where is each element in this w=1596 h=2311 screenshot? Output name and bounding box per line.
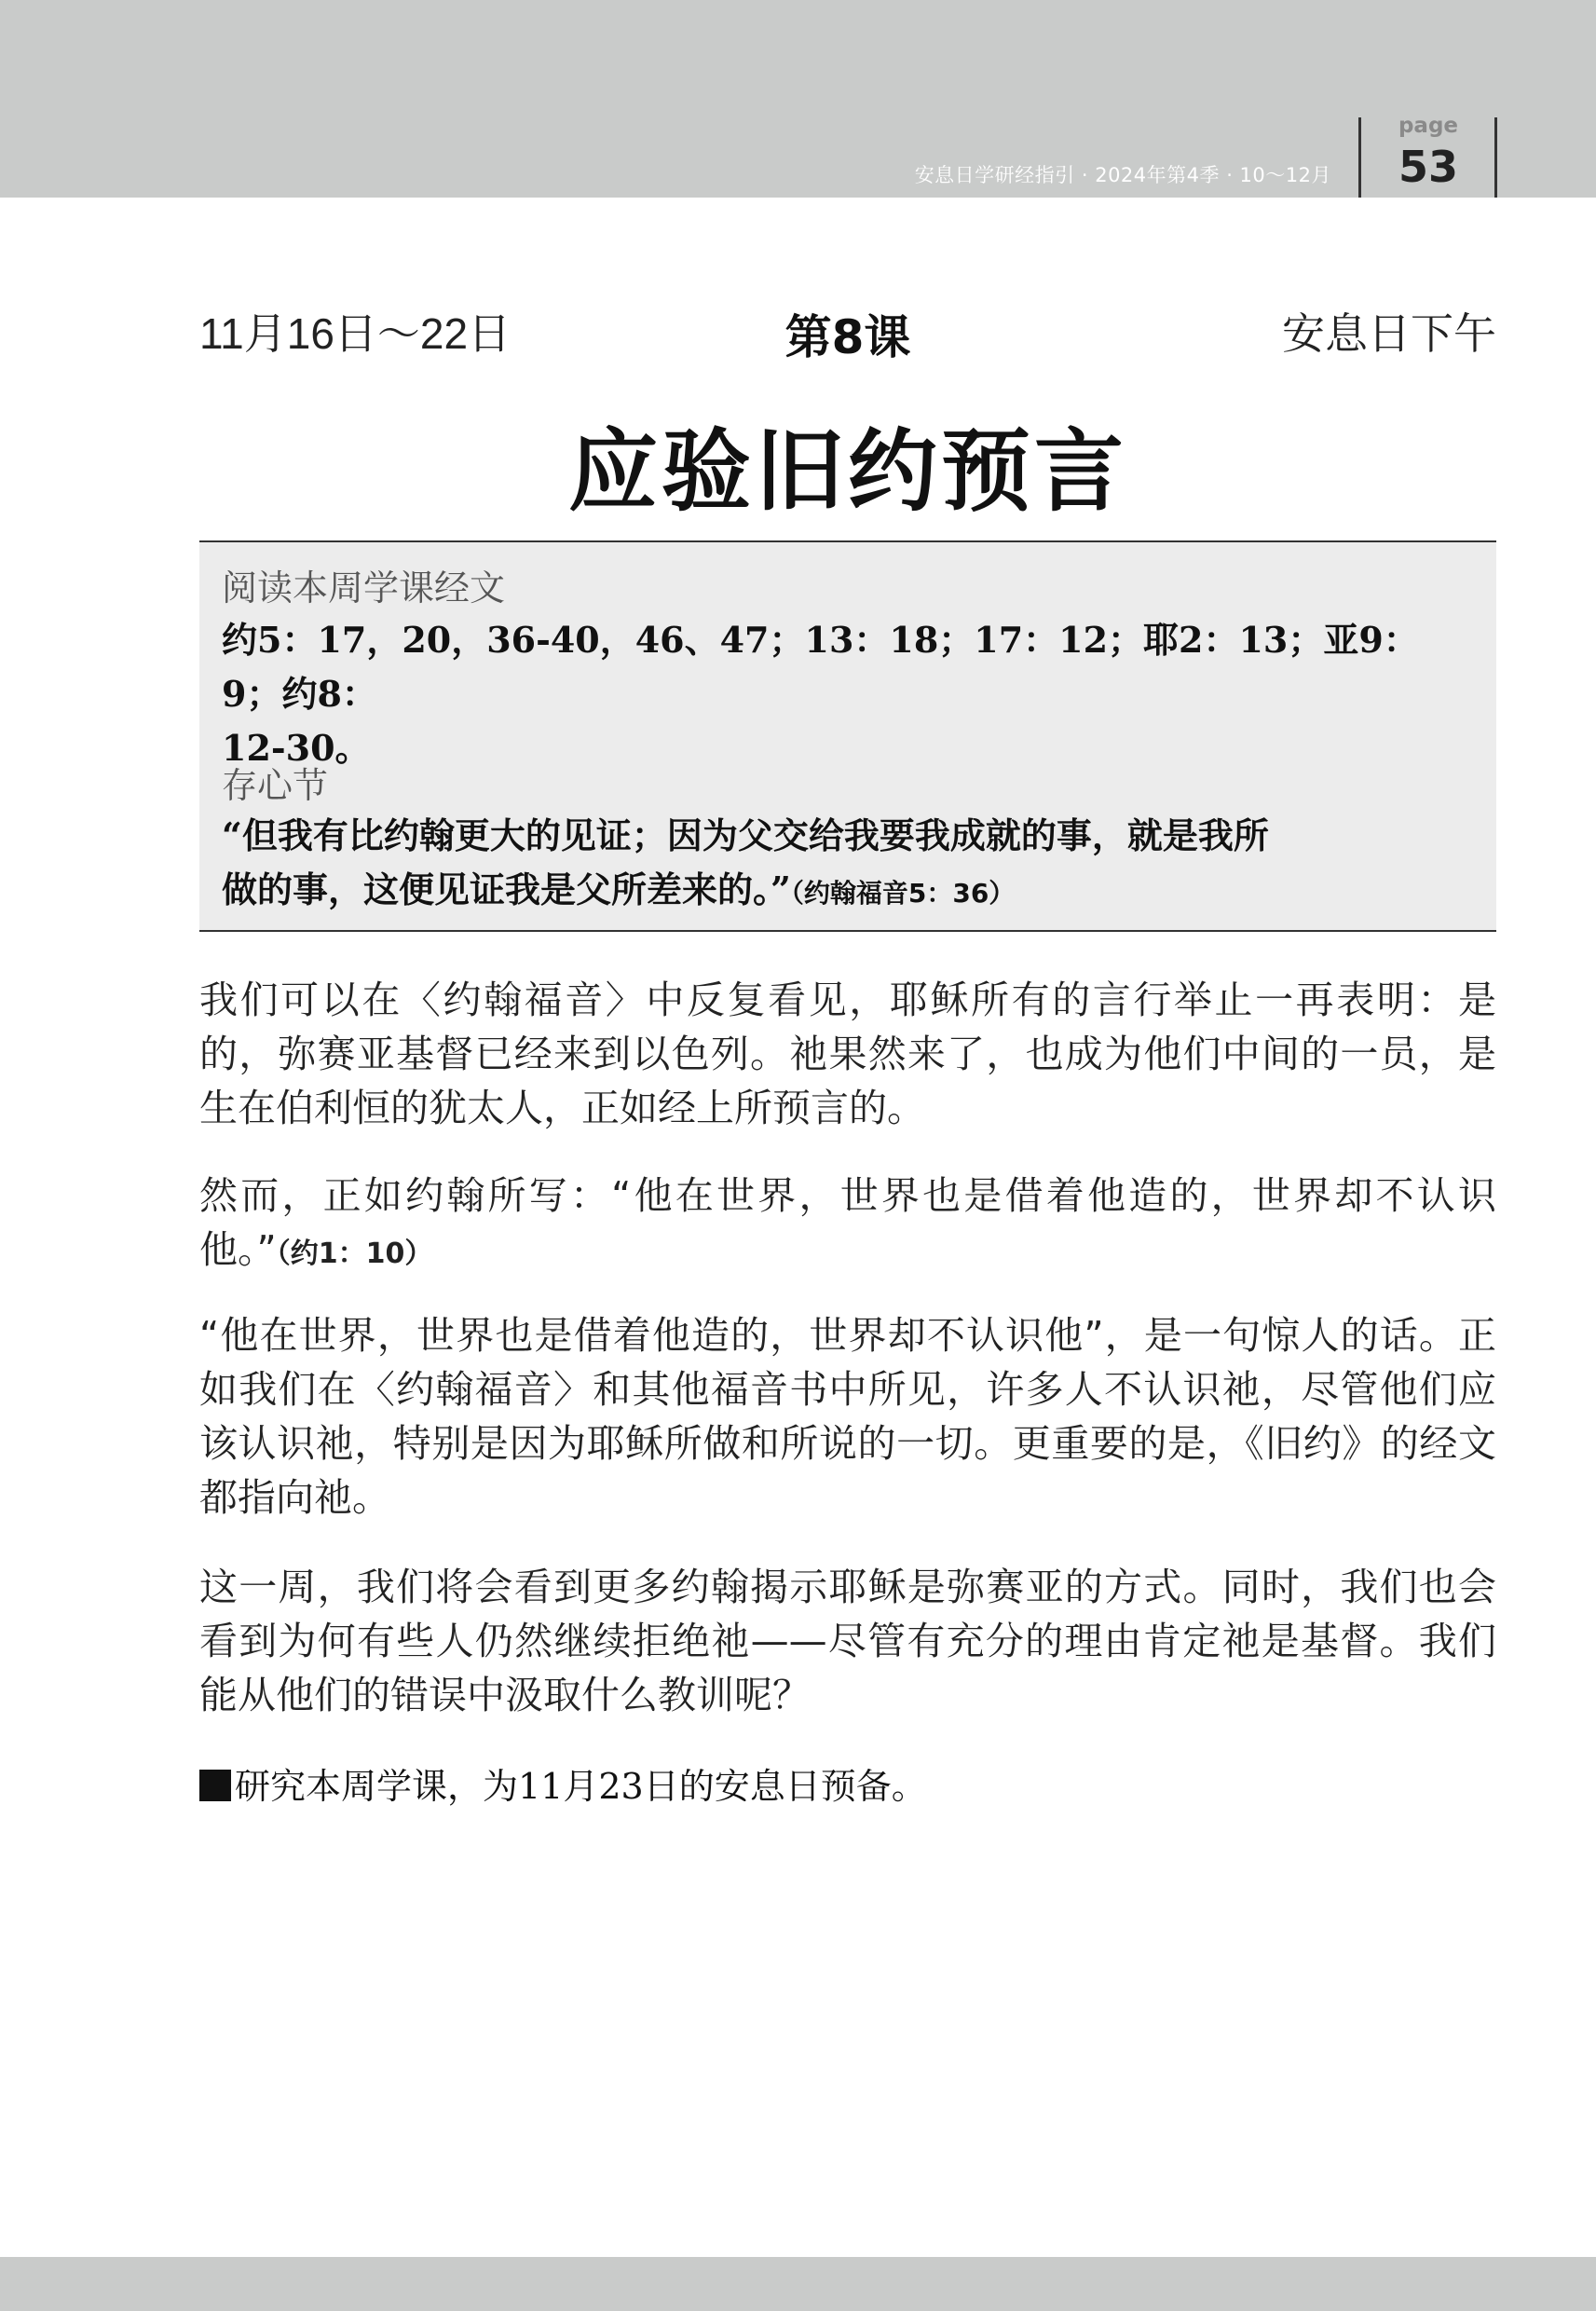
reading-box	[199, 540, 1496, 932]
memory-text-line2	[222, 863, 1474, 921]
memory-ref: （约翰福音5：36）	[790, 878, 1016, 909]
page-label: page	[1398, 114, 1459, 138]
reading-text-line1: 约5：17，20，36-40，46、47；13：18；17：12；耶2：13；亚9：9；约8：	[222, 619, 1419, 715]
paragraph-2-text: 然而，正如约翰所写：“他在世界，世界也是借着他造的，世界却不认识他。”	[199, 1173, 1496, 1272]
footer-band	[0, 2257, 1596, 2311]
page-divider-left	[1358, 117, 1361, 198]
paragraph-2	[199, 1169, 1496, 1281]
lesson-number: 第8课	[784, 310, 911, 364]
lesson-header	[199, 300, 1496, 375]
reading-text-line2: 12-30。	[222, 727, 371, 769]
black-square-icon	[199, 1770, 231, 1801]
paragraph-2-ref: （约1：10）	[276, 1238, 433, 1270]
reading-text	[222, 613, 1474, 775]
study-note	[199, 1759, 1496, 1813]
memory-text-line2-body: 做的事，这便见证我是父所差来的。”	[222, 868, 791, 910]
lesson-title: 应验旧约预言	[568, 418, 1127, 524]
study-note-text: 研究本周学课，为11月23日的安息日预备。	[235, 1766, 927, 1807]
reading-label: 阅读本周学课经文	[222, 567, 506, 609]
paragraph-1: 我们可以在〈约翰福音〉中反复看见，耶稣所有的言行举止一再表明：是的，弥赛亚基督已经来到以色列。祂果然来了，也成为他们中间的一员，是生在伯利恒的犹太人，正如经上所预言的。	[199, 978, 1496, 1130]
memory-text	[222, 809, 1474, 921]
paragraph-4: 这一周，我们将会看到更多约翰揭示耶稣是弥赛亚的方式。同时，我们也会看到为何有些人仍然继续拒绝祂——尽管有充分的理由肯定祂是基督。我们能从他们的错误中汲取什么教训呢？	[199, 1565, 1496, 1717]
lesson-day: 安息日下午	[1282, 308, 1496, 359]
memory-text-line1: “但我有比约翰更大的见证；因为父交给我要我成就的事，就是我所	[222, 814, 1269, 856]
memory-label: 存心节	[222, 765, 329, 806]
header-band	[0, 0, 1596, 198]
paragraph-3: “他在世界，世界也是借着他造的，世界却不认识他”，是一句惊人的话。正如我们在〈约翰福音〉和其他福音书中所见，许多人不认识祂，尽管他们应该认识祂，特别是因为耶稣所做和所说的一切。更重要的是，《旧约》的经文都指向祂。	[199, 1313, 1496, 1520]
page-number: 53	[1398, 142, 1458, 192]
page-divider-right	[1494, 117, 1497, 198]
lesson-dates: 11月16日～22日	[199, 309, 512, 358]
running-title: 安息日学研经指引 · 2024年第4季 · 10～12月	[914, 164, 1331, 186]
